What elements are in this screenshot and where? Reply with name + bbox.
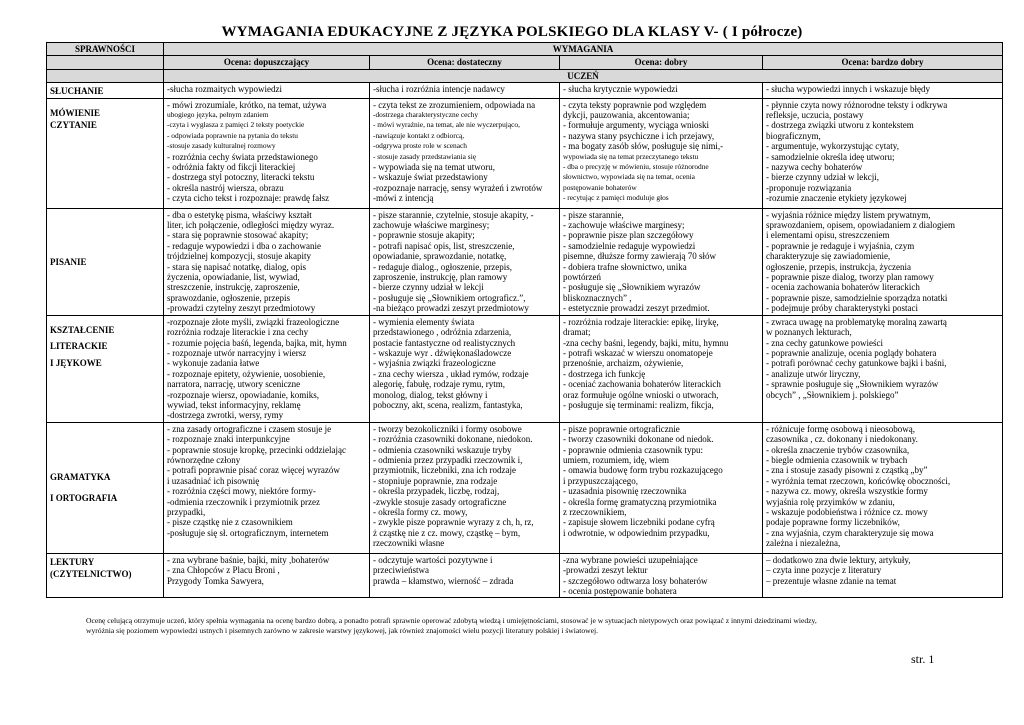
requirement-line: umiem, rozumiem, idę, wiem (563, 454, 669, 465)
requirement-line: -prowadzi zeszyt lektur (563, 565, 648, 576)
requirement-line: - rozróżnia części mowy, niektóre formy- (167, 486, 316, 497)
requirement-line: – dodatkowo zna dwie lektury, artykuły, (766, 554, 911, 565)
requirement-line: - rozróżnia cechy świata przedstawionego (167, 151, 318, 162)
requirement-line: biograficznym, (766, 130, 821, 141)
row-label-line: SŁUCHANIE (50, 86, 104, 97)
requirement-line: -rozpoznaje złote myśli, związki frazeologiczne (167, 316, 340, 327)
requirement-line: - tworzy bezokoliczniki i formy osobowe (373, 423, 522, 434)
requirement-line: - pisze cząstkę nie z czasownikiem (167, 517, 293, 528)
requirement-line: - wykonuje zadania łatwe (167, 358, 260, 369)
requirement-line: dykcji, pauzowania, akcentowania; (563, 110, 690, 121)
requirement-line: - posługuje się „Słownikiem ortograficz.”, (373, 292, 526, 303)
requirement-line: - rozumie pojęcia baśń, legenda, bajka, mit, hymn (167, 337, 347, 348)
requirement-line: narratora, narrację, utwory sceniczne (167, 379, 301, 390)
requirement-line: - poprawnie pisze plan szczegółowy (563, 230, 694, 241)
requirement-line: i przypuszczającego, (563, 475, 638, 486)
requirement-line: - zwykle pisze poprawnie wyrazy z ch, h, rz, (373, 517, 534, 528)
grade-bardzo-dobry: Ocena: bardzo dobry (763, 56, 1003, 69)
requirement-line: - uzasadnia pisownię rzeczownika (563, 486, 687, 497)
row-label-line: LEKTURY (50, 556, 95, 567)
requirement-line: - szczegółowo odtwarza losy bohaterów (563, 575, 708, 586)
requirement-line: – czyta inne pozycje z literatury (766, 565, 882, 576)
requirement-cell (164, 98, 370, 208)
page-number: str. 1 (911, 652, 935, 666)
requirement-line: - czyta tekst ze zrozumieniem, odpowiada na (373, 99, 536, 110)
requirement-line: - potrafi wskazać w wierszu onomatopeje (563, 347, 713, 358)
requirement-line: - rozpoznaje znaki interpunkcyjne (167, 434, 290, 445)
requirement-line: - nazywa cechy bohaterów (766, 162, 863, 173)
requirement-line: sprawozdaniem, opisem, opowiadaniem z dialogiem (766, 220, 955, 231)
requirement-cell (164, 422, 370, 553)
row-label-line: KSZTAŁCENIE (50, 324, 115, 335)
requirement-line: - recytując z pamięci moduluje głos (563, 193, 669, 203)
header-blank-2 (47, 69, 164, 82)
requirement-line: - potrafi porównać cechy gatunkowe bajki i baśni, (766, 358, 947, 369)
requirement-line: opowiadanie, sprawozdanie, notatkę, (373, 251, 507, 262)
requirement-line: -zna cechy baśni, legendy, bajki, mitu, hymnu (563, 337, 729, 348)
row-label-line: LITERACKIE (50, 341, 108, 352)
row-label-line: GRAMATYKA (50, 472, 111, 483)
requirement-line: - wskazuje wyr . dźwiękonaśladowcze (373, 347, 512, 358)
requirement-cell (763, 553, 1003, 598)
row-sluchanie (47, 83, 1003, 98)
requirements-table (46, 42, 1003, 598)
requirement-line: -słucha rozmaitych wypowiedzi (167, 84, 282, 95)
requirement-line: - pisze starannie, czytelnie, stosuje akapity, - (373, 209, 534, 220)
header-blank (47, 56, 164, 69)
requirement-cell (164, 553, 370, 598)
requirement-line: -odgrywa proste role w scenach (373, 141, 467, 151)
requirement-line: powtórzeń (563, 272, 601, 283)
requirement-line: - pisze poprawnie ortograficznie (563, 423, 680, 434)
requirement-line: - dostrzega związki utworu z kontekstem (766, 120, 914, 131)
requirement-line: - mówi zrozumiale, krótko, na temat, używa (167, 99, 327, 110)
requirement-line: liter, ich połączenie, odległości między wyraz. (167, 220, 335, 231)
row-label-line: CZYTANIE (50, 120, 97, 131)
requirement-line: - płynnie czyta nowy różnorodne teksty i odkrywa (766, 99, 948, 110)
requirement-line: - redaguje wypowiedzi i dba o zachowanie (167, 240, 321, 251)
requirement-line: -posługuje się sł. ortograficznym, internetem (167, 527, 329, 538)
row-ksztalcenie (47, 315, 1003, 422)
requirement-line: - wyjaśnia związki frazeologiczne (373, 358, 496, 369)
requirement-cell (370, 315, 560, 422)
requirement-line: - nazywa cz. mowy, określa wszystkie formy (766, 486, 928, 497)
requirement-line: -rozumie znaczenie etykiety językowej (766, 193, 907, 204)
requirement-line: - poprawnie je redaguje i wyjaśnia, czym (766, 240, 915, 251)
requirement-line: - bierze czynny udział w lekcji (373, 282, 484, 293)
requirement-line: - wyjaśnia różnice między listem prywatnym, (766, 209, 931, 220)
requirement-line: ż cząstkę nie z cz. mowy, cząstkę – bym, (373, 527, 521, 538)
requirement-line: -na bieżąco prowadzi zeszyt przedmiotowy (373, 303, 529, 314)
requirement-line: postacie fantastyczne od realistycznych (373, 337, 516, 348)
row-label (47, 98, 164, 208)
requirement-line: - zna Chłopców z Placu Broni , (167, 565, 280, 576)
requirement-line: - czyta cicho tekst i rozpoznaje: prawdę fałsz (167, 193, 330, 204)
requirement-line: - zwraca uwagę na problematykę moralną zawartą (766, 316, 947, 327)
requirement-line: przymiotnik, liczebniki, zna ich rodzaje (373, 465, 516, 476)
requirement-line: -proponuje rozwiązania (766, 182, 852, 193)
requirement-line: sprawozdanie, ogłoszenie, przepis (167, 292, 290, 303)
requirement-line: słownictwo, wypowiada się na temat, ocenia (563, 172, 695, 182)
requirement-line: - mówi wyraźnie, na temat, ale nie wyczerpująco, (373, 120, 520, 130)
requirement-line: - estetycznie prowadzi zeszyt przedmiot. (563, 303, 710, 314)
requirement-line: - redaguje dialog., ogłoszenie, przepis, (373, 261, 512, 272)
requirement-line: rozróżnia rodzaje literackie i zna cechy (167, 327, 309, 338)
requirement-line: - samodzielnie redaguje wypowiedzi (563, 240, 696, 251)
requirement-line: monolog, dialog, tekst główny i (373, 389, 488, 400)
requirement-line: poboczny, akt, scena, realizm, fantastyka, (373, 399, 523, 410)
requirement-line: wypowiada się na temat przeczytanego tekstu (563, 151, 699, 161)
requirement-line: - dba o estetykę pisma, właściwy kształt (167, 209, 312, 220)
requirement-line: - rozpoznaje utwór narracyjny i wiersz (167, 347, 307, 358)
requirement-line: - odpowiada poprawnie na pytania do tekstu (167, 130, 298, 140)
requirement-line: - odmienia przez przypadki rzeczownik i, (373, 454, 523, 465)
requirement-cell (763, 208, 1003, 315)
requirement-line: w poznanych lekturach, (766, 327, 852, 338)
requirement-line: i odwrotnie, w odpowiednim przypadku, (563, 527, 710, 538)
requirement-line: refleksje, uczucia, postawy (766, 110, 864, 121)
requirement-line: - posługuje się terminami: realizm, fikcja, (563, 399, 714, 410)
requirement-line: ubogiego języka, pełnym zdaniem (167, 110, 269, 120)
requirement-line: - wymienia elementy świata (373, 316, 475, 327)
footer-line: Ocenę celującą otrzymuje uczeń, który spełnia wymagania na ocenę bardzo dobrą, a ponadto potrafi sprawnie operować zdobytą wiedzą i umiejętnościami, stosować je w sytuacjach nietypowych oraz powiązać z innymi dziedzinami wiedzy, (86, 616, 817, 625)
requirement-line: i elementami opisu, streszczeniem (766, 230, 890, 241)
requirement-line: pisemne, dłuższe formy zawierają 70 słów (563, 251, 716, 262)
requirement-line: - bierze czynny udział w lekcji, (766, 172, 879, 183)
requirement-line: - omawia budowę form trybu rozkazującego (563, 465, 723, 476)
requirement-cell (370, 83, 560, 98)
requirement-line: - argumentuje, wykorzystując cytaty, (766, 141, 899, 152)
requirement-line: - określa formy cz. mowy, (373, 507, 468, 517)
requirement-line: - pisze starannie, (563, 209, 624, 220)
requirement-line: - określa znaczenie trybów czasownika, (766, 444, 910, 455)
requirement-line: - zapisuje słowem liczebniki podane cyfrą (563, 517, 715, 528)
requirement-line: - ocenia postępowanie bohatera (563, 585, 677, 596)
requirement-line: dramat; (563, 327, 591, 338)
requirement-line: - dostrzega styl potoczny, literacki tekstu (167, 172, 315, 183)
requirement-line: -dostrzega charakterystyczne cechy (373, 110, 479, 120)
requirement-line: obcych” , „Słownikiem j. polskiego” (766, 389, 899, 400)
row-label (47, 208, 164, 315)
row-label (47, 553, 164, 598)
requirement-line: postępowanie bohaterów (563, 182, 637, 192)
requirement-line: - zna wybrane baśnie, bajki, mity ,bohaterów (167, 554, 330, 565)
requirement-line: - wskazuje świat przedstawiony (373, 172, 488, 183)
requirement-line: - poprawnie analizuje, ocenia poglądy bohatera (766, 347, 937, 358)
requirement-line: - zna wyjaśnia, czym charakteryzuje się mowa (766, 527, 934, 538)
requirement-line: – prezentuje własne zdanie na temat (766, 575, 897, 586)
row-label (47, 315, 164, 422)
row-label-line: I ORTOGRAFIA (50, 492, 118, 503)
requirement-line: -rozpoznaje wiersz, opowiadanie, komiks, (167, 389, 319, 400)
requirement-line: - stopniuje poprawnie, zna rodzaje (373, 475, 498, 486)
row-gramatyka (47, 422, 1003, 553)
requirement-cell (560, 98, 763, 208)
requirement-line: - samodzielnie określa ideę utworu; (766, 151, 895, 162)
requirement-line: - zna cechy wiersza , układ rymów, rodzaje (373, 368, 529, 379)
requirement-line: z rzeczownikiem, (563, 507, 627, 517)
requirement-line: - sprawnie posługuje się „Słownikiem wyrazów (766, 379, 939, 390)
requirement-line: - rozróżnia czasowniki dokonane, niedokon. (373, 434, 533, 445)
document-title: WYMAGANIA EDUKACYJNE Z JĘZYKA POLSKIEGO DLA KLASY V- ( I półrocze) (221, 24, 803, 40)
header-wymagania: WYMAGANIA (164, 43, 1003, 56)
requirement-cell (370, 208, 560, 315)
requirement-line: - czyta teksty poprawnie pod względem (563, 99, 707, 110)
requirement-line: - rozróżnia rodzaje literackie: epikę, lirykę, (563, 316, 719, 327)
requirement-line: - słucha wypowiedzi innych i wskazuje błędy (766, 84, 930, 95)
requirement-line: - zna cechy gatunkowe powieści (766, 337, 883, 348)
requirement-line: zależna i niezależna, (766, 538, 841, 549)
requirement-line: -mówi z intencją (373, 193, 434, 204)
requirement-cell (560, 315, 763, 422)
requirement-line: -dostrzega zwrotki, wersy, rymy (167, 410, 284, 421)
requirement-line: - słucha krytycznie wypowiedzi (563, 84, 678, 95)
requirement-line: - tworzy czasowniki dokonane od niedok. (563, 434, 714, 445)
row-label (47, 422, 164, 553)
requirement-line: wyjaśnia rolę przyimków w zdaniu, (766, 496, 895, 507)
requirement-line: -rozpoznaje narrację, sensy wyrażeń i zwrotów (373, 182, 543, 193)
requirement-line: - nazywa stany psychiczne i ich przejawy, (563, 130, 715, 141)
footer-note (86, 616, 956, 636)
requirement-line: Przygody Tomka Sawyera, (167, 575, 264, 586)
requirement-line: bliskoznacznych” , (563, 292, 632, 303)
requirement-cell (164, 83, 370, 98)
requirement-line: trójdzielnej kompozycji, stosuje akapity (167, 251, 311, 262)
requirement-line: podaje poprawne formy liczebników, (766, 517, 900, 528)
requirement-line: streszczenie, instrukcję, zaproszenie, (167, 282, 300, 293)
requirement-line: - wskazuje podobieństwa i różnice cz. mowy (766, 507, 928, 517)
row-label (47, 83, 164, 98)
requirement-line: i uzasadniać ich pisownię (167, 475, 260, 486)
requirement-line: - poprawnie pisze, samodzielnie sporządza notatki (766, 292, 948, 303)
requirement-line: - zna i stosuje zasady pisowni z cząstką „by” (766, 465, 928, 476)
requirement-line: oraz formułuje ogólne wnioski o utworach, (563, 389, 719, 400)
requirement-line: -nawiązuje kontakt z odbiorcą, (373, 130, 465, 140)
requirement-line: wywiad, tekst informacyjny, reklamę (167, 399, 301, 410)
requirement-cell (763, 422, 1003, 553)
requirement-line: - stara się poprawnie stosować akapity; (167, 230, 309, 241)
header-row-uczen (47, 69, 1003, 82)
requirement-line: - podejmuje próby charakterystyki postaci (766, 303, 918, 314)
requirement-line: -prowadzi czytelny zeszyt przedmiotowy (167, 303, 316, 314)
requirement-line: - poprawnie pisze dialog, tworzy plan ramowy (766, 272, 934, 283)
requirement-line: - określa formę gramatyczną przymiotnika (563, 496, 717, 507)
requirement-line: - poprawnie odmienia czasownik typu: (563, 444, 703, 455)
requirement-cell (560, 83, 763, 98)
requirement-line: - formułuje argumenty, wyciąga wnioski (563, 120, 709, 131)
requirement-cell (370, 553, 560, 598)
row-mowienie-czytanie (47, 98, 1003, 208)
requirement-cell (370, 422, 560, 553)
requirement-line: - dba o precyzję w mówieniu, stosuje różnorodne (563, 162, 709, 172)
requirement-line: zaproszenie, instrukcję, plan ramowy (373, 272, 508, 283)
requirement-line: - odczytuje wartości pozytywne i (373, 554, 493, 565)
requirement-line: - biegle odmienia czasownik w trybach (766, 454, 908, 465)
requirement-cell (560, 208, 763, 315)
requirement-line: - rozpoznaje epitety, ożywienie, uosobienie, (167, 368, 326, 379)
requirement-line: - określa nastrój wiersza, obrazu (167, 182, 284, 193)
requirement-line: - poprawnie stosuje kropkę, przecinki oddzielając (167, 444, 346, 455)
row-label-line: MÓWIENIE (50, 107, 101, 118)
requirement-line: - ma bogaty zasób słów, posługuje się nimi,- (563, 141, 724, 152)
requirement-line: - analizuje utwór liryczny, (766, 368, 861, 379)
requirement-cell (560, 553, 763, 598)
requirement-line: - określa przypadek, liczbę, rodzaj, (373, 486, 500, 497)
requirement-line: - wyróżnia temat rzeczown, końcówkę oboczności, (766, 475, 951, 486)
requirement-line: zachowuje właściwe marginesy; (373, 220, 490, 231)
requirement-cell (763, 83, 1003, 98)
requirement-line: - zna zasady ortograficzne i czasem stosuje je (167, 423, 332, 434)
header-sprawnosci: SPRAWNOŚCI (47, 43, 164, 56)
requirement-line: -czyta i wygłasza z pamięci 2 teksty poetyckie (167, 120, 305, 130)
requirement-line: - oceniać zachowania bohaterów literackich (563, 379, 721, 390)
requirement-line: - dobiera trafne słownictwo, unika (563, 261, 687, 272)
requirement-line: przedstawionego , odróżnia zdarzenia, (373, 327, 512, 338)
row-label-line: PISANIE (50, 257, 87, 268)
requirement-line: rzeczowniki własne (373, 538, 445, 549)
row-label-line: I JĘYKOWE (50, 357, 102, 368)
requirement-line: - stosuje zasady przedstawiania się (373, 151, 477, 161)
requirement-line: przypadki, (167, 507, 206, 517)
requirement-line: - wypowiada się na temat utworu, (373, 162, 495, 173)
requirement-line: -stosuje zasady kulturalnej rozmowy (167, 141, 276, 151)
grade-dopuszczajacy: Ocena: dopuszczający (164, 56, 370, 69)
requirement-line: czasownika , cz. dokonany i niedokonany. (766, 434, 918, 445)
requirement-line: alegorię, fabułę, rodzaje rymu, rytm, (373, 379, 505, 390)
requirement-line: życzenia, opowiadanie, list, wywiad, (167, 272, 300, 283)
requirement-cell (370, 98, 560, 208)
header-row-grades (47, 56, 1003, 69)
requirement-line: - stara się napisać notatkę, dialog, opis (167, 261, 306, 272)
requirement-cell (763, 98, 1003, 208)
requirement-line: - posługuje się „Słownikiem wyrazów (563, 282, 701, 293)
requirement-line: charakteryzuje się zawiadomienie, (766, 251, 891, 262)
requirement-cell (560, 422, 763, 553)
requirement-line: prawda – kłamstwo, wierność – zdrada (373, 575, 514, 586)
requirement-line: -słucha i rozróżnia intencje nadawcy (373, 84, 505, 95)
requirement-line: - ocenia zachowania bohaterów literackich (766, 282, 920, 293)
requirement-cell (763, 315, 1003, 422)
row-lektury (47, 553, 1003, 598)
requirement-cell (164, 208, 370, 315)
requirement-cell (164, 315, 370, 422)
requirement-line: przenośnie, archaizm, ożywienie, (563, 358, 684, 369)
requirement-line: -odmienia rzeczownik i przymiotnik przez (167, 496, 320, 507)
requirement-line: przeciwieństwa (373, 565, 429, 576)
footer-line: wyróżnia się poziomem wypowiedzi ustnych i pisemnych zarówno w zakresie warstwy językowej, jak również znajomości wielu pozycji literatury polskiej i światowej. (86, 626, 599, 635)
row-label-line: (CZYTELNICTWO) (50, 569, 132, 580)
requirement-line: ogłoszenie, przepis, instrukcja, życzenia (766, 261, 911, 272)
requirement-line: - dostrzega ich funkcję (563, 368, 646, 379)
header-row-top (47, 43, 1003, 56)
requirement-line: - różnicuje formę osobową i nieosobową, (766, 423, 915, 434)
requirement-line: - potrafi poprawnie pisać coraz więcej wyrazów (167, 465, 340, 476)
requirement-line: równorzędne człony (167, 454, 241, 465)
header-uczen: UCZEŃ (164, 69, 1003, 82)
row-pisanie (47, 208, 1003, 315)
requirement-line: -zwykle stosuje zasady ortograficzne (373, 496, 507, 507)
requirement-line: - zachowuje właściwe marginesy; (563, 220, 685, 231)
requirement-line: - poprawnie stosuje akapity; (373, 230, 475, 241)
requirement-line: -zna wybrane powieści uzupełniające (563, 554, 698, 565)
grade-dobry: Ocena: dobry (560, 56, 763, 69)
requirement-line: - odmienia czasowniki wskazuje tryby (373, 444, 512, 455)
requirement-line: - potrafi napisać opis, list, streszczenie, (373, 240, 515, 251)
requirement-line: - odróżnia fakty od fikcji literackiej (167, 162, 296, 173)
grade-dostateczny: Ocena: dostateczny (370, 56, 560, 69)
